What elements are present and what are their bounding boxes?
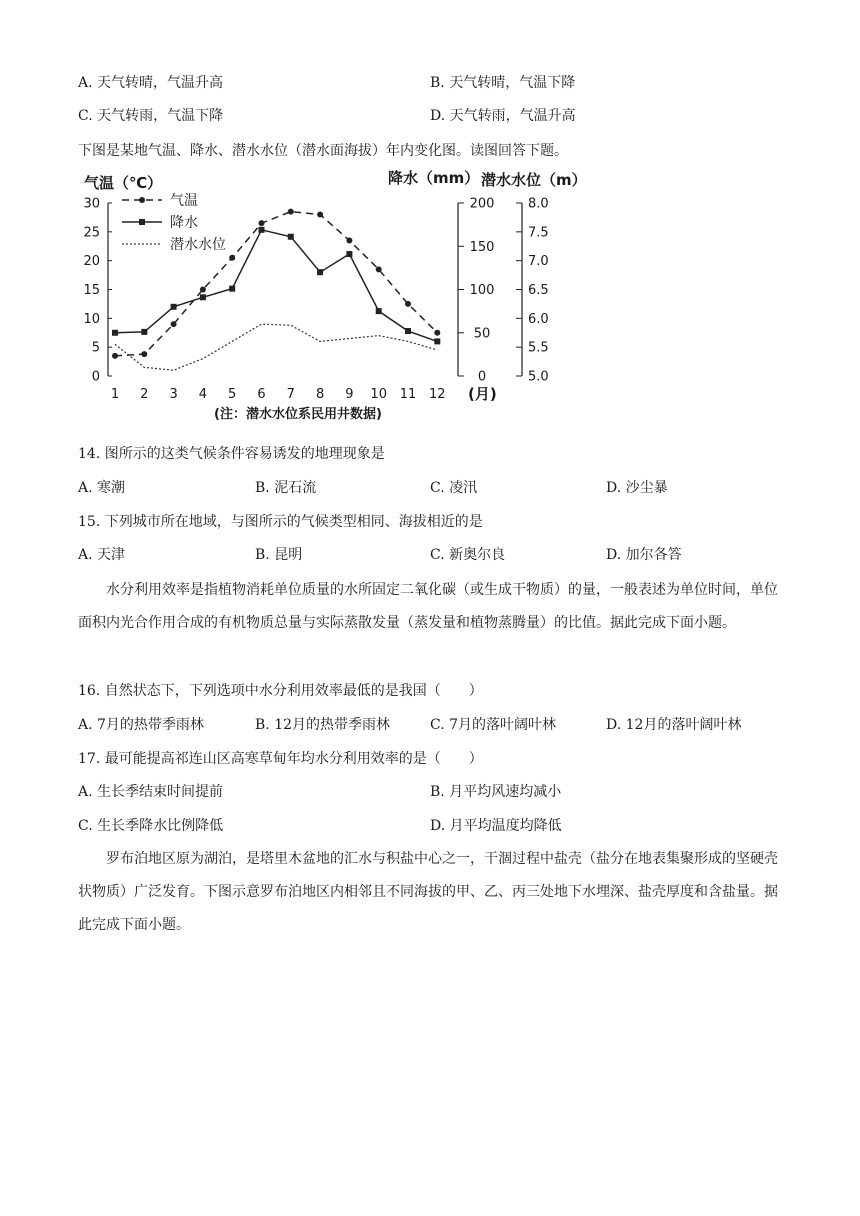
q17-stem: 17. 最可能提高祁连山区高寒草甸年均水分利用效率的是（ ） xyxy=(78,751,483,767)
precipitation-point xyxy=(405,328,411,334)
temperature-point xyxy=(112,353,118,359)
q14-option-b: B. 泥石流 xyxy=(255,480,317,496)
q16-option-a: A. 7月的热带季雨林 xyxy=(78,717,204,733)
x-tick-label: 12 xyxy=(429,387,446,402)
water-tick-label: 5.5 xyxy=(528,340,549,356)
precipitation-point xyxy=(288,234,294,240)
precipitation-point xyxy=(317,269,323,275)
water-tick-label: 6.5 xyxy=(528,283,549,298)
x-tick-label: 9 xyxy=(345,387,354,402)
intro-text: 下图是某地气温、降水、潜水水位（潜水面海拔）年内变化图。读图回答下题。 xyxy=(78,143,568,159)
temperature-point xyxy=(346,237,352,243)
temperature-point xyxy=(200,287,206,293)
temperature-point xyxy=(376,266,382,272)
legend-precip-marker xyxy=(139,219,145,225)
temperature-point xyxy=(141,351,147,357)
temperature-point xyxy=(317,212,323,218)
precip-tick-label: 0 xyxy=(477,369,487,385)
precip-axis-label: 降水（mm） xyxy=(388,169,480,187)
q16-option-c: C. 7月的落叶阔叶林 xyxy=(430,717,557,733)
temperature-point xyxy=(405,301,411,307)
temp-tick-label: 5 xyxy=(91,340,100,356)
q13-option-d: D. 天气转雨，气温升高 xyxy=(430,108,576,124)
q17-option-d: D. 月平均温度均降低 xyxy=(430,818,562,834)
q14-stem: 14. 图所示的这类气候条件容易诱发的地理现象是 xyxy=(78,446,385,462)
q17-option-a: A. 生长季结束时间提前 xyxy=(78,784,224,800)
x-tick-label: 1 xyxy=(110,387,120,402)
temperature-point xyxy=(259,220,265,226)
water-tick-label: 7.0 xyxy=(528,254,549,270)
precipitation-point xyxy=(200,294,206,300)
q15-stem: 15. 下列城市所在地域，与图所示的气候类型相同、海拔相近的是 xyxy=(78,514,483,530)
q14-option-a: A. 寒潮 xyxy=(78,480,126,496)
temp-tick-label: 25 xyxy=(83,225,100,241)
q16-stem: 16. 自然状态下，下列选项中水分利用效率最低的是我国（ ） xyxy=(78,683,483,699)
x-tick-label: 8 xyxy=(315,387,325,402)
q13-option-c: C. 天气转雨，气温下降 xyxy=(78,108,224,124)
q15-option-b: B. 昆明 xyxy=(255,547,303,563)
q14-option-c: C. 凌汛 xyxy=(430,480,478,496)
precipitation-point xyxy=(229,286,235,292)
precipitation-point xyxy=(434,338,440,344)
temperature-point xyxy=(229,255,235,261)
water-tick-label: 6.0 xyxy=(528,311,549,327)
temp-tick-label: 30 xyxy=(83,196,100,212)
q13-option-b: B. 天气转晴，气温下降 xyxy=(430,75,576,91)
x-tick-label: 3 xyxy=(169,387,178,402)
q15-option-c: C. 新奥尔良 xyxy=(430,547,506,563)
temperature-point xyxy=(288,209,294,215)
precip-tick-label: 150 xyxy=(469,239,495,255)
temperature-point xyxy=(171,321,177,327)
water-tick-label: 5.0 xyxy=(528,369,549,385)
precip-tick-label: 200 xyxy=(469,196,495,212)
q15-option-a: A. 天津 xyxy=(78,547,126,563)
x-tick-label: 5 xyxy=(228,387,237,402)
q15-option-d: D. 加尔各答 xyxy=(606,547,682,563)
temperature-point xyxy=(434,330,440,336)
precipitation-point xyxy=(141,329,147,335)
precip-tick-label: 50 xyxy=(473,326,491,342)
q17-option-b: B. 月平均风速均减小 xyxy=(430,784,562,800)
precipitation-point xyxy=(112,330,118,336)
water-tick-label: 8.0 xyxy=(528,196,549,212)
legend-temperature-marker xyxy=(139,197,145,203)
temp-tick-label: 10 xyxy=(83,311,100,327)
passage-lop-nur xyxy=(78,843,778,942)
q13-option-a: A. 天气转晴，气温升高 xyxy=(78,75,224,91)
precipitation-point xyxy=(171,304,177,310)
legend-temperature-label: 气温 xyxy=(170,193,198,209)
precip-tick-label: 100 xyxy=(469,283,495,298)
x-axis-label: (月) xyxy=(468,385,497,403)
water-axis-label: 潜水水位（m） xyxy=(481,171,587,189)
q14-option-d: D. 沙尘暴 xyxy=(606,480,668,496)
q17-option-c: C. 生长季降水比例降低 xyxy=(78,818,224,834)
x-tick-label: 7 xyxy=(286,387,295,402)
passage-lop-nur-text: 罗布泊地区原为湖泊，是塔里木盆地的汇水与积盐中心之一，干涸过程中盐壳（盐分在地表集聚形成的坚硬壳状物质）广泛发育。下图示意罗布泊地区内相邻且不同海拔的甲、乙、丙三处地下水埋深、盐壳厚度和含盐量。据此完成下面小题。 xyxy=(78,851,778,933)
temp-tick-label: 15 xyxy=(83,283,100,298)
passage-water-efficiency xyxy=(78,574,778,640)
passage-water-efficiency-text: 水分利用效率是指植物消耗单位质量的水所固定二氧化碳（或生成干物质）的量，一般表述为单位时间，单位面积内光合作用合成的有机物质总量与实际蒸散发量（蒸发量和植物蒸腾量）的比值。据此完成下面小题。 xyxy=(78,582,778,631)
q16-option-d: D. 12月的落叶阔叶林 xyxy=(606,717,742,733)
water-tick-label: 7.5 xyxy=(528,225,549,241)
x-tick-label: 10 xyxy=(370,387,387,402)
x-tick-label: 6 xyxy=(257,387,266,402)
x-tick-label: 2 xyxy=(140,387,149,402)
precipitation-point xyxy=(346,251,352,257)
q16-option-b: B. 12月的热带季雨林 xyxy=(255,717,391,733)
series-water-level xyxy=(115,324,437,370)
precipitation-point xyxy=(376,308,382,314)
temp-tick-label: 0 xyxy=(91,369,100,385)
climate-chart xyxy=(70,164,590,430)
legend-precip-label: 降水 xyxy=(170,215,198,231)
temp-tick-label: 20 xyxy=(83,254,100,270)
legend-water-label: 潜水水位 xyxy=(170,237,226,253)
x-tick-label: 4 xyxy=(198,387,208,402)
left-axis-label: 气温（℃） xyxy=(84,174,163,192)
chart-note: (注：潜水水位系民用井数据) xyxy=(214,407,382,422)
x-tick-label: 11 xyxy=(399,387,417,402)
precipitation-point xyxy=(259,227,265,233)
